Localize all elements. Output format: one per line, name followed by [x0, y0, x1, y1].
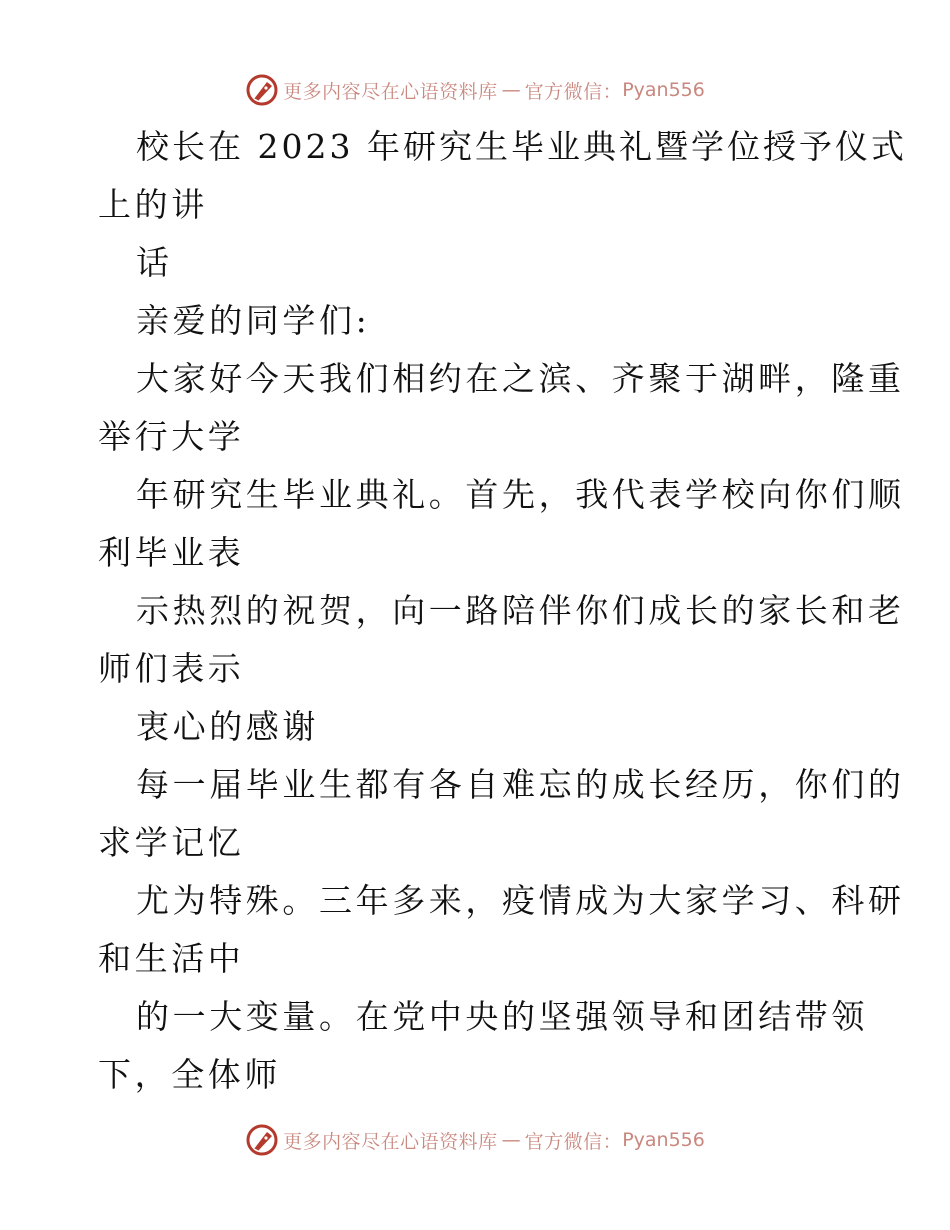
watermark-separator: — — [501, 1129, 521, 1151]
paragraph-line: 求学记忆 — [98, 823, 245, 862]
paragraph-line: 师们表示 — [98, 649, 245, 688]
title-line-1: 校长在 2023 年研究生毕业典礼暨学位授予仪式 — [136, 127, 907, 166]
paragraph-line: 举行大学 — [98, 417, 245, 456]
paragraph-line: 示热烈的祝贺，向一路陪伴你们成长的家长和老 — [136, 591, 905, 630]
paragraph-line: 下，全体师 — [98, 1055, 281, 1094]
paragraph-line: 大家好今天我们相约在之滨、齐聚于湖畔，隆重 — [136, 359, 905, 398]
salutation: 亲爱的同学们: — [136, 301, 371, 340]
header-watermark — [0, 70, 950, 110]
paragraph-line: 年研究生毕业典礼。首先，我代表学校向你们顺 — [136, 475, 905, 514]
watermark-site-text: 更多内容尽在心语资料库 — [283, 80, 498, 103]
pen-nib-circle-icon — [245, 73, 279, 107]
title-line-2: 上的讲 — [98, 185, 208, 224]
footer-watermark — [0, 1120, 950, 1160]
title-line-3: 话 — [136, 243, 173, 282]
pen-nib-circle-icon — [245, 1123, 279, 1157]
watermark-site-text: 更多内容尽在心语资料库 — [283, 1130, 498, 1153]
paragraph-line: 衷心的感谢 — [136, 707, 319, 746]
watermark-contact: Pyan556 — [622, 79, 705, 101]
watermark-label: 官方微信： — [524, 1130, 623, 1153]
watermark-separator: — — [501, 79, 521, 101]
watermark-contact: Pyan556 — [622, 1129, 705, 1151]
watermark-label: 官方微信： — [524, 80, 623, 103]
paragraph-line: 的一大变量。在党中央的坚强领导和团结带领 — [136, 997, 868, 1036]
paragraph-line: 尤为特殊。三年多来，疫情成为大家学习、科研 — [136, 881, 905, 920]
paragraph-line: 利毕业表 — [98, 533, 245, 572]
paragraph-line: 每一届毕业生都有各自难忘的成长经历，你们的 — [136, 765, 905, 804]
document-body — [98, 118, 907, 1104]
paragraph-line: 和生活中 — [98, 939, 245, 978]
